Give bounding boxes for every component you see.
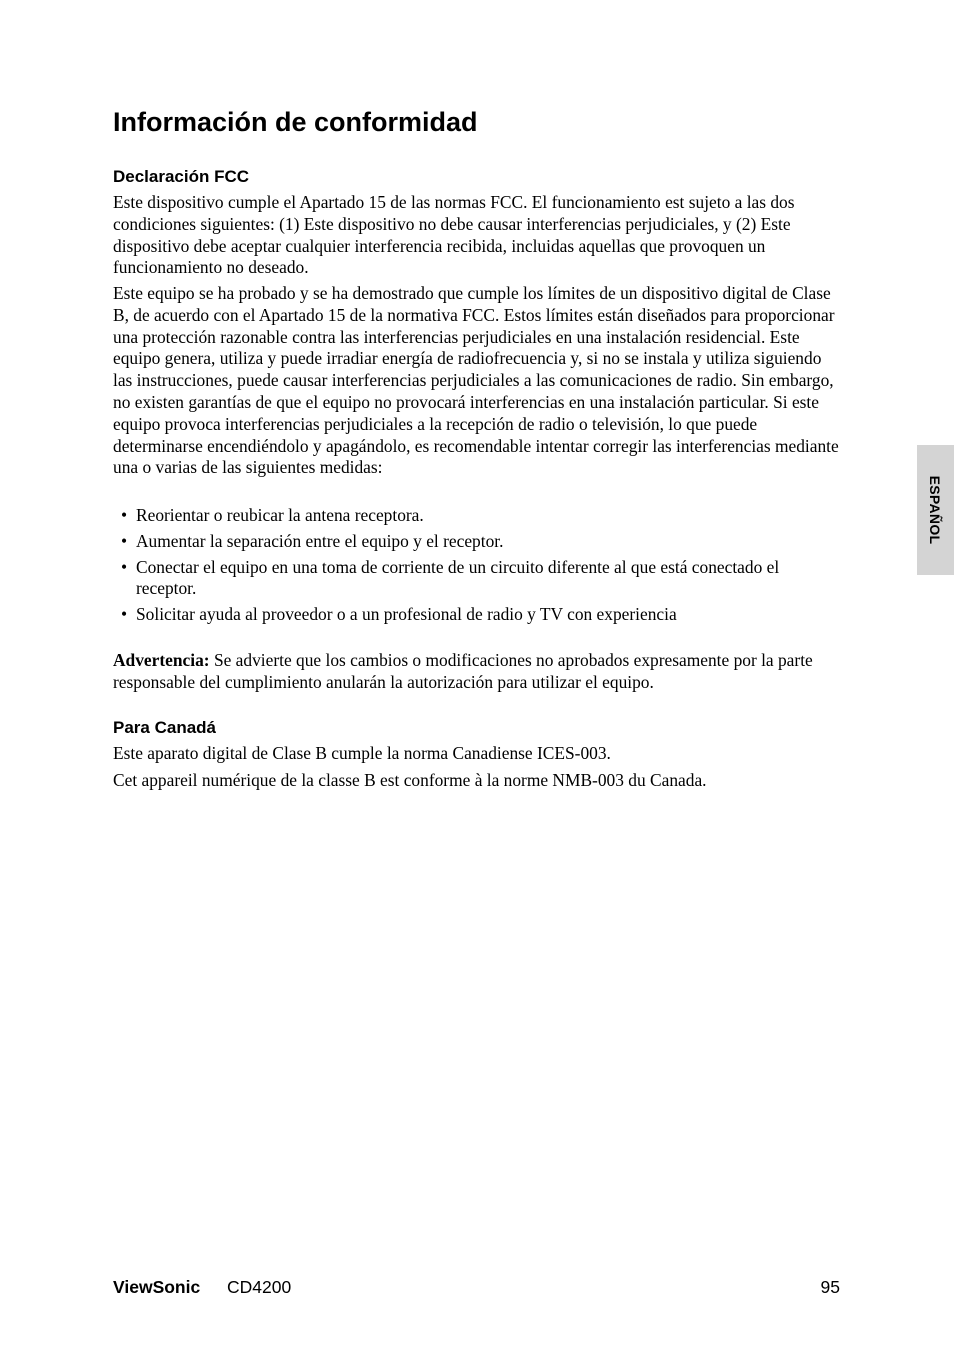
fcc-measures-list [113,505,843,630]
fcc-paragraph-1: Este dispositivo cumple el Apartado 15 de las normas FCC. El funcionamiento est sujeto a las dos condiciones siguientes: (1) Este dispositivo no debe causar interferencias perjudiciales, y (2) Este dispositivo debe aceptar cualquier interferencia recibida, incluidas aquellas que provoquen un funcionamiento no deseado. [113,192,795,278]
list-item [113,505,843,527]
bullet-icon: • [121,604,128,625]
language-side-tab-label: ESPAÑOL [927,475,943,545]
warning-label: Advertencia: [113,650,210,670]
canada-paragraph-1: Este aparato digital de Clase B cumple la norma Canadiense ICES-003. [113,743,611,763]
bullet-icon: • [121,556,128,577]
fcc-paragraph-2: Este equipo se ha probado y se ha demostrado que cumple los límites de un dispositivo digital de Clase B, de acuerdo con el Apartado 15 de la normativa FCC. Estos límites están diseñados para proporcionar una protección razonable contra las interferencias perjudiciales en una instalación residencial. Este equipo genera, utiliza y puede irradiar energía de radiofrecuencia y, si no se instala y utiliza siguiendo las instrucciones, puede causar interferencias perjudiciales a las comunicaciones de radio. Sin embargo, no existen garantías de que el equipo no provocará interferencias en una instalación particular. Si este equipo provoca interferencias perjudiciales a la recepción de radio o televisión, lo que puede determinarse encendiéndolo y apagándolo, es recomendable intentar corregir las interferencias mediante una o varias de las siguientes medidas: [113,283,839,478]
list-item [113,604,843,626]
language-side-tab [917,445,954,575]
canada-heading: Para Canadá [113,718,216,737]
warning-paragraph [113,650,843,694]
list-item [113,557,843,601]
footer-brand: ViewSonic [113,1277,201,1297]
footer-model: CD4200 [227,1277,292,1297]
warning-text: Se advierte que los cambios o modificaciones no aprobados expresamente por la parte responsable del cumplimiento anularán la autorización para utilizar el equipo. [113,650,813,692]
list-item-text: Aumentar la separación entre el equipo y el receptor. [136,530,504,551]
bullet-icon: • [121,530,128,551]
list-item-text: Solicitar ayuda al proveedor o a un profesional de radio y TV con experiencia [136,604,677,625]
canada-paragraph-2: Cet appareil numérique de la classe B est conforme à la norme NMB-003 du Canada. [113,770,707,790]
page-title: Información de conformidad [113,107,478,137]
fcc-heading: Declaración FCC [113,167,250,186]
footer-page-number: 95 [820,1277,840,1297]
list-item-text: Reorientar o reubicar la antena receptora. [136,505,424,525]
list-item [113,531,843,553]
bullet-icon: • [121,505,128,525]
list-item-text: Conectar el equipo en una toma de corriente de un circuito diferente al que está conectado el receptor. [136,556,780,599]
